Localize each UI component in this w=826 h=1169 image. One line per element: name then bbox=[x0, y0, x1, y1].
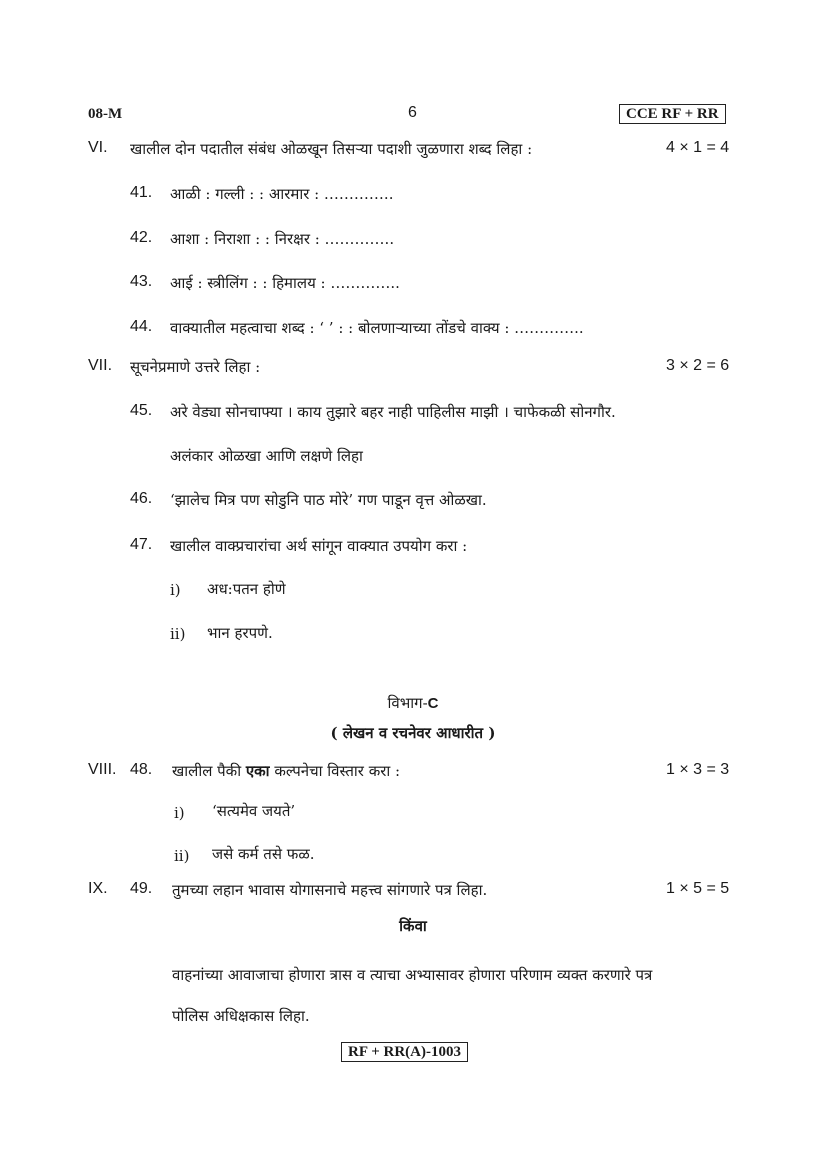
question-number: 45. bbox=[130, 402, 153, 419]
question-number: 47. bbox=[130, 536, 153, 553]
or-label: किंवा bbox=[399, 917, 427, 935]
option-text: जसे कर्म तसे फळ. bbox=[212, 845, 315, 863]
question-text: आशा : निराशा : : निरक्षर : ………….. bbox=[170, 230, 395, 248]
question-number: 49. bbox=[130, 880, 153, 897]
question-number: 42. bbox=[130, 229, 153, 246]
alternate-question-text-continued: पोलिस अधिक्षकास लिहा. bbox=[172, 1007, 310, 1025]
section-vii-roman: VII. bbox=[88, 357, 113, 374]
question-text: अरे वेड्या सोनचाफ्या । काय तुझारे बहर नाही पाहिलीस माझी । चाफेकळी सोनगौर. bbox=[170, 403, 616, 421]
question-text: आई : स्त्रीलिंग : : हिमालय : ………….. bbox=[170, 274, 400, 292]
option-text: भान हरपणे. bbox=[207, 624, 273, 642]
paper-code: 08-M bbox=[88, 106, 123, 122]
question-number: 46. bbox=[130, 490, 153, 507]
question-text-continued: अलंकार ओळखा आणि लक्षणे लिहा bbox=[170, 447, 363, 465]
question-number: 41. bbox=[130, 184, 153, 201]
alternate-question-text: वाहनांच्या आवाजाचा होणारा त्रास व त्याचा अभ्यासावर होणारा परिणाम व्यक्त करणारे पत्र bbox=[172, 966, 653, 984]
section-viii-roman: VIII. bbox=[88, 761, 117, 778]
question-text: खालील वाक्प्रचारांचा अर्थ सांगून वाक्यात उपयोग करा : bbox=[170, 537, 468, 555]
option-text: अध:पतन होणे bbox=[207, 580, 286, 598]
section-c-title: विभाग-C bbox=[387, 694, 439, 712]
section-ix-roman: IX. bbox=[88, 880, 108, 897]
page-number: 6 bbox=[408, 104, 417, 121]
question-text: वाक्यातील महत्वाचा शब्द : ‘ ’ : : बोलणाऱ्याच्या तोंडचे वाक्य : ………….. bbox=[170, 319, 584, 337]
option-label: i) bbox=[170, 581, 181, 599]
option-label: ii) bbox=[174, 847, 190, 865]
question-text: खालील पैकी एका कल्पनेचा विस्तार करा : bbox=[172, 762, 401, 780]
question-number: 48. bbox=[130, 761, 153, 778]
question-number: 44. bbox=[130, 318, 153, 335]
section-vii-instruction: सूचनेप्रमाणे उत्तरे लिहा : bbox=[130, 358, 261, 376]
footer-code-badge: RF + RR(A)-1003 bbox=[341, 1042, 468, 1062]
section-ix-marks: 1 × 5 = 5 bbox=[666, 880, 730, 897]
series-badge: CCE RF + RR bbox=[619, 104, 726, 124]
option-text: ‘सत्यमेव जयते’ bbox=[212, 802, 296, 820]
question-text: ‘झालेच मित्र पण सोडुनि पाठ मोरे’ गण पाडून वृत्त ओळखा. bbox=[170, 491, 487, 509]
question-text: तुमच्या लहान भावास योगासनाचे महत्त्व सांगणारे पत्र लिहा. bbox=[172, 881, 488, 899]
section-vi-instruction: खालील दोन पदातील संबंध ओळखून तिसऱ्या पदाशी जुळणारा शब्द लिहा : bbox=[130, 140, 533, 158]
option-label: ii) bbox=[170, 625, 186, 643]
section-viii-marks: 1 × 3 = 3 bbox=[666, 761, 730, 778]
option-label: i) bbox=[174, 804, 185, 822]
section-vii-marks: 3 × 2 = 6 bbox=[666, 357, 730, 374]
question-text: आळी : गल्ली : : आरमार : ………….. bbox=[170, 185, 394, 203]
question-number: 43. bbox=[130, 273, 153, 290]
section-vi-roman: VI. bbox=[88, 139, 108, 156]
section-vi-marks: 4 × 1 = 4 bbox=[666, 139, 730, 156]
section-c-subtitle: ( लेखन व रचनेवर आधारीत ) bbox=[330, 724, 496, 742]
